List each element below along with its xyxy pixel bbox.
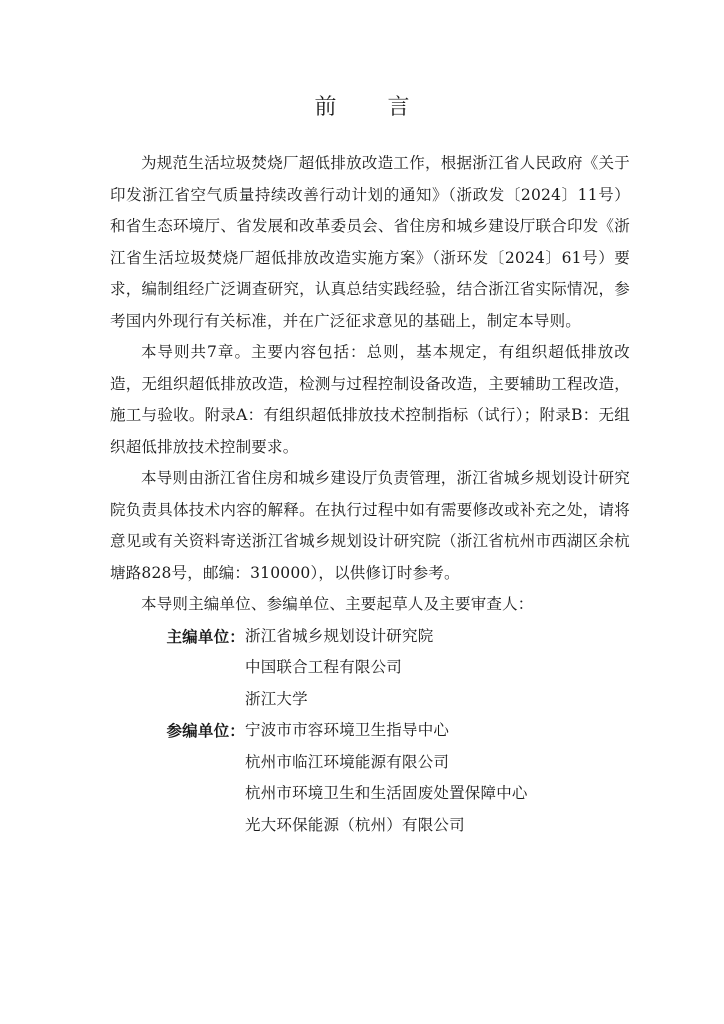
chief-units-group — [110, 621, 630, 716]
units-section — [110, 621, 630, 842]
participating-units-list — [245, 715, 630, 841]
chief-unit-item: 浙江大学 — [245, 689, 308, 708]
chief-unit-item: 浙江省城乡规划设计研究院 — [245, 626, 434, 645]
participating-unit-item: 光大环保能源（杭州）有限公司 — [245, 815, 465, 834]
preface-body — [110, 148, 630, 841]
participating-unit-item: 杭州市环境卫生和生活固废处置保障中心 — [245, 784, 528, 802]
chief-units-label: 主编单位： — [166, 626, 245, 646]
paragraph-management: 本导则由浙江省住房和城乡建设厅负责管理，浙江省城乡规划设计研究院负责具体技术内容的解释。在执行过程中如有需要修改或补充之处，请将意见或有关资料寄送浙江省城乡规划设计研究院（浙江省杭州市西湖区余杭塘路828号，邮编：310000），以供修订时参考。 — [110, 469, 630, 582]
chief-units-list — [245, 621, 630, 716]
page-title: 前 言 — [314, 95, 432, 120]
chief-unit-item: 中国联合工程有限公司 — [245, 658, 403, 676]
participating-units-group — [110, 715, 630, 841]
participating-unit-item: 宁波市市容环境卫生指导中心 — [245, 721, 450, 739]
paragraph-purpose: 为规范生活垃圾焚烧厂超低排放改造工作，根据浙江省人民政府《关于印发浙江省空气质量持续改善行动计划的通知》（浙政发〔2024〕11号）和省生态环境厅、省发展和改革委员会、省住房和城乡建设厅联合印发《浙江省生活垃圾焚烧厂超低排放改造实施方案》（浙环发〔2024〕61号）要求，编制组经广泛调查研究，认真总结实践经验，结合浙江省实际情况，参考国内外现行有关标准，并在广泛征求意见的基础上，制定本导则。 — [110, 154, 630, 330]
paragraph-units-intro: 本导则主编单位、参编单位、主要起草人及主要审查人： — [141, 595, 534, 613]
paragraph-contents: 本导则共7章。主要内容包括：总则，基本规定，有组织超低排放改造，无组织超低排放改造，检测与过程控制设备改造，主要辅助工程改造，施工与验收。附录A：有组织超低排放技术控制指标（试行）；附录B：无组织超低排放技术控制要求。 — [110, 343, 630, 456]
participating-units-label: 参编单位： — [166, 721, 245, 740]
participating-unit-item: 杭州市临江环境能源有限公司 — [245, 752, 450, 771]
